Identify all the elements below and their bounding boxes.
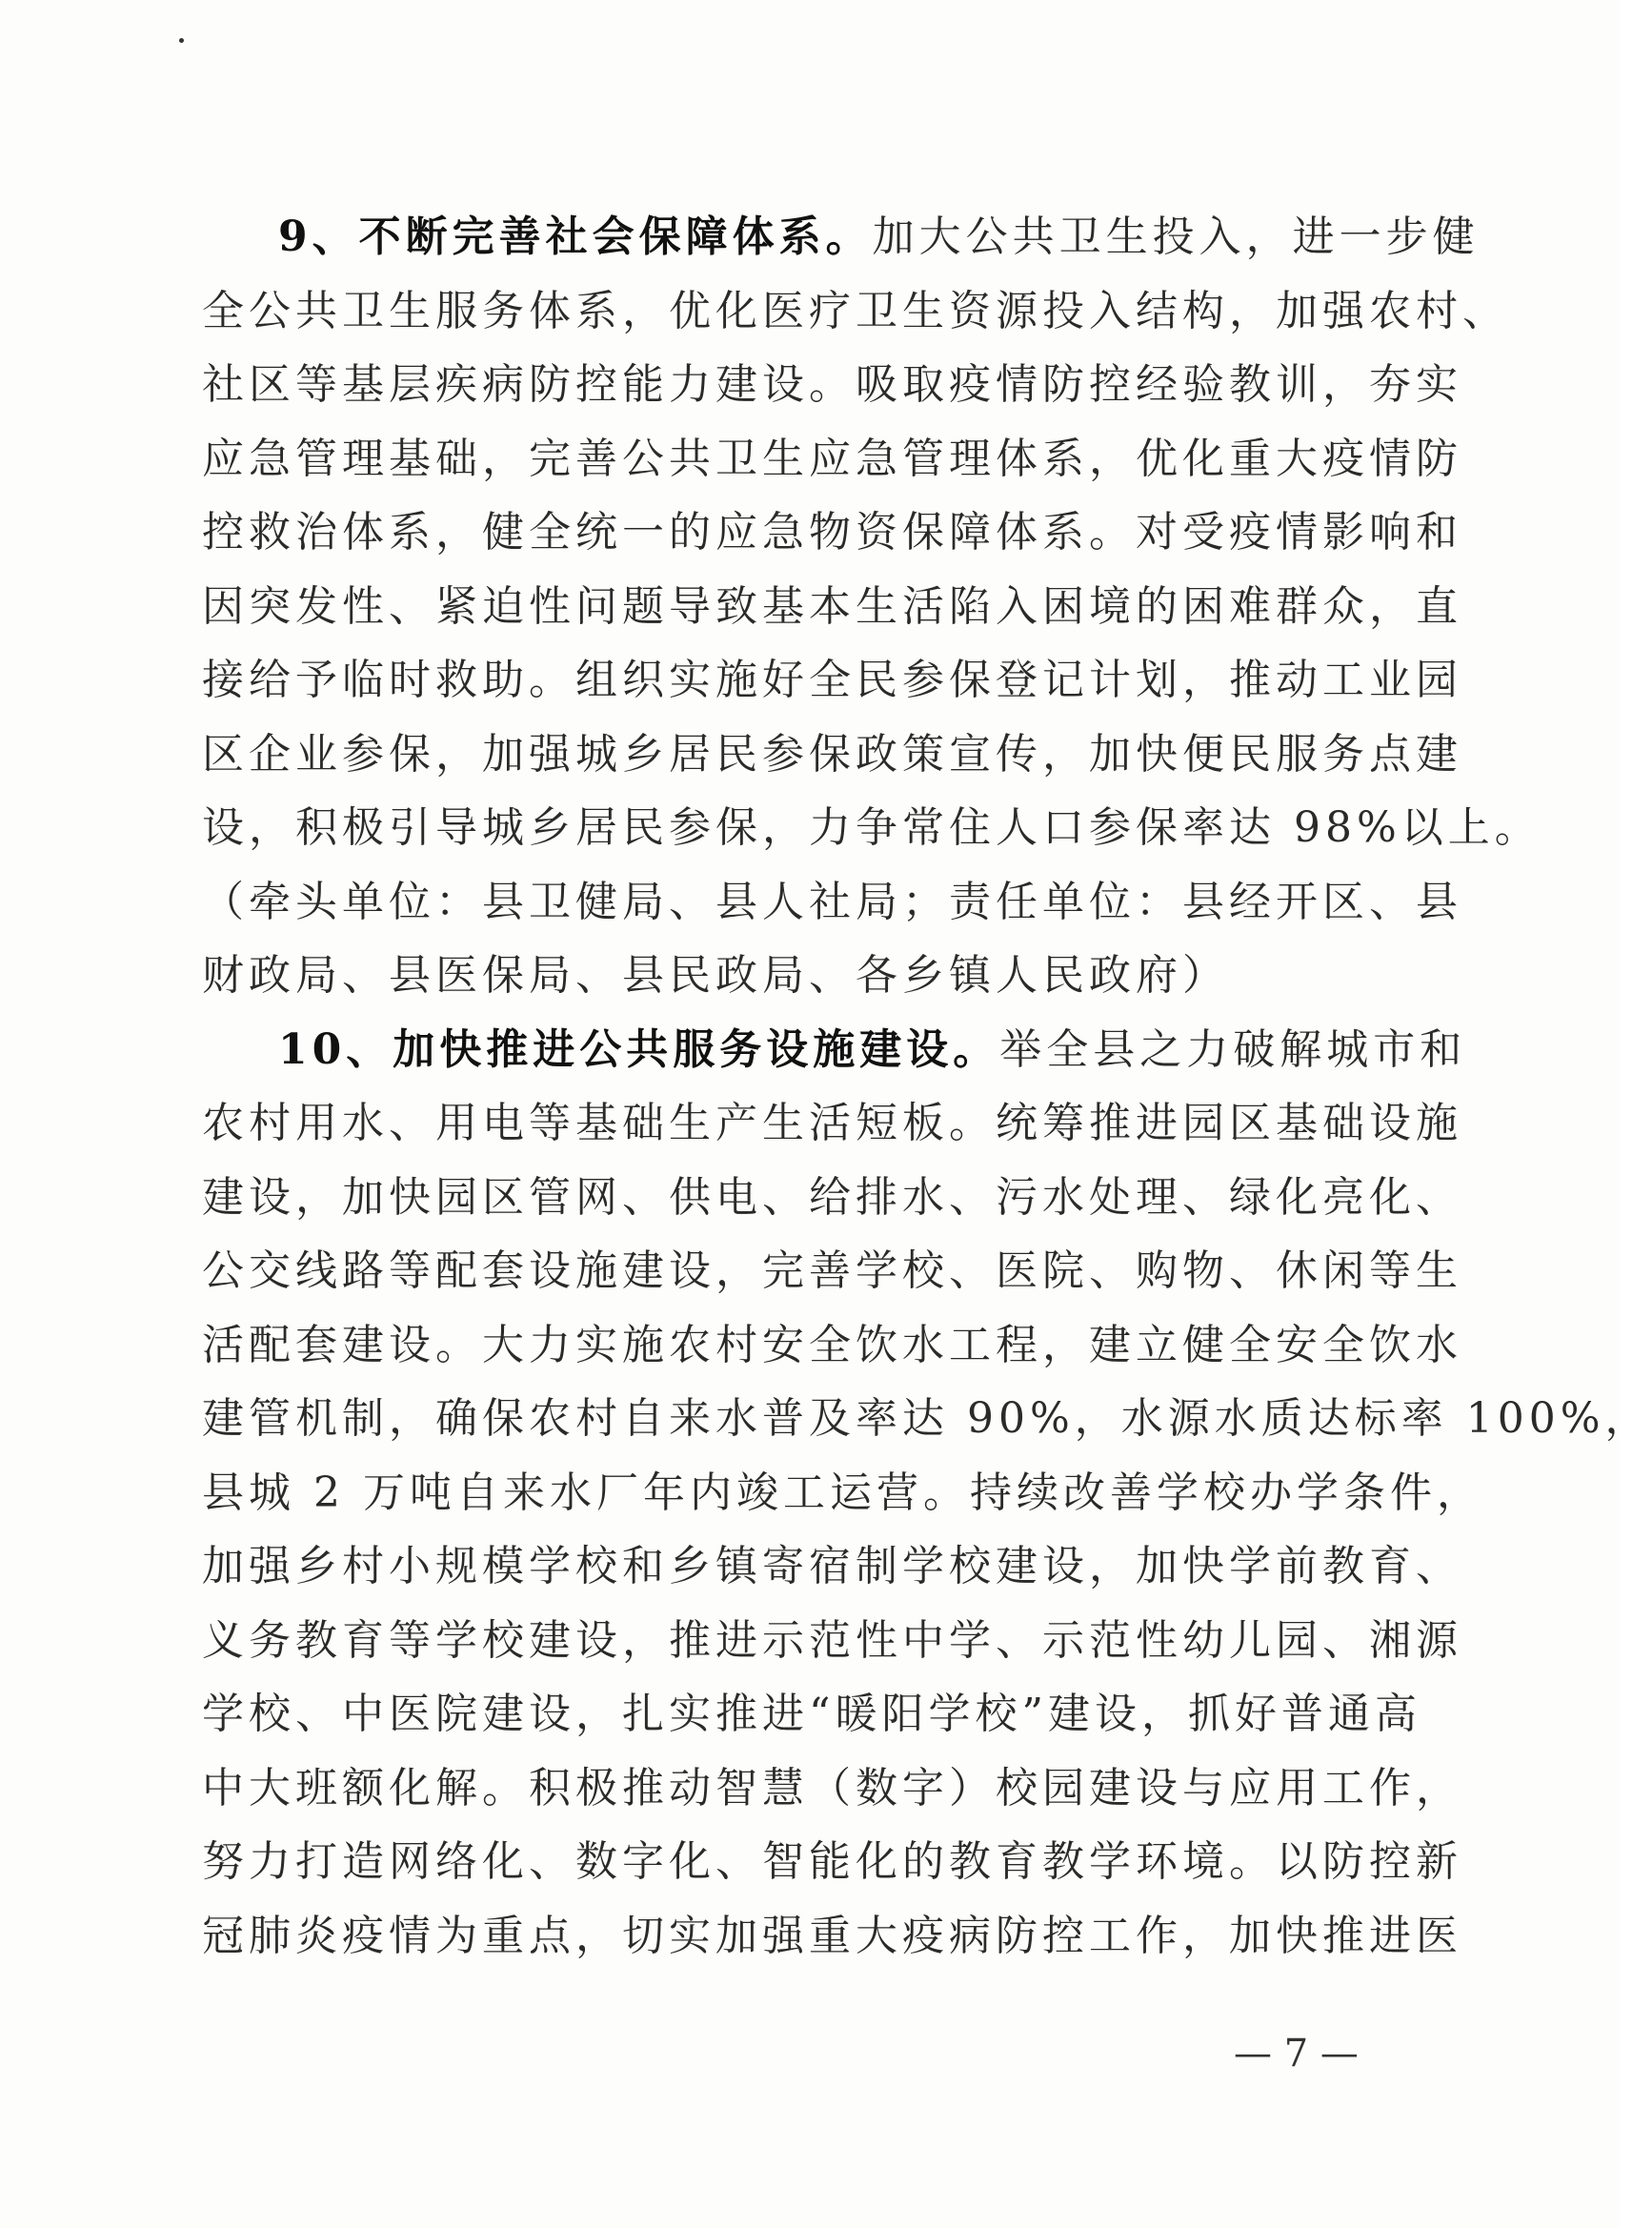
section9-line-3: 应急管理基础，完善公共卫生应急管理体系，优化重大疫情防	[202, 434, 1462, 483]
section9-line-2: 社区等基层疾病防控能力建设。吸取疫情防控经验教训，夯实	[202, 360, 1462, 409]
section10-line-3: 公交线路等配套设施建设，完善学校、医院、购物、休闲等生	[202, 1246, 1462, 1295]
section9-line-10: 财政局、县医保局、县民政局、各乡镇人民政府）	[202, 951, 1229, 1000]
page-number: — 7 —	[1234, 2032, 1359, 2076]
section9-first-line	[202, 200, 1480, 274]
section9-line-9: （牵头单位：县卫健局、县人社局；责任单位：县经开区、县	[202, 877, 1462, 926]
section10-line-2: 建设，加快园区管网、供电、给排水、污水处理、绿化亮化、	[202, 1172, 1462, 1222]
section9-line-7: 区企业参保，加强城乡居民参保政策宣传，加快便民服务点建	[202, 729, 1462, 779]
section9-line-0: 加大公共卫生投入，进一步健	[872, 213, 1480, 261]
section10-line-7: 加强乡村小规模学校和乡镇寄宿制学校建设，加快学前教育、	[202, 1542, 1462, 1590]
section9-line-1: 全公共卫生服务体系，优化医疗卫生资源投入结构，加强农村、	[202, 286, 1509, 335]
section10-line-1: 农村用水、用电等基础生产生活短板。统筹推进园区基础设施	[202, 1099, 1462, 1147]
section10-line-11: 努力打造网络化、数字化、智能化的教育教学环境。以防控新	[202, 1837, 1462, 1886]
section10-heading: 10、加快推进公共服务设施建设。	[278, 1024, 1000, 1074]
section10-line-9: 学校、中医院建设，扎实推进“暖阳学校”建设，抓好普通高	[202, 1690, 1421, 1738]
section9-line-6: 接给予临时救助。组织实施好全民参保登记计划，推动工业园	[202, 656, 1462, 704]
section9-line-5: 因突发性、紧迫性问题导致基本生活陷入困境的困难群众，直	[202, 581, 1462, 631]
section10-first-line	[202, 1013, 1467, 1087]
scan-speck	[179, 38, 184, 43]
section10-line-12: 冠肺炎疫情为重点，切实加强重大疫病防控工作，加快推进医	[202, 1911, 1462, 1960]
section9-line-8: 设，积极引导城乡居民参保，力争常住人口参保率达 98%以上。	[202, 803, 1541, 852]
section10-line-5: 建管机制，确保农村自来水普及率达 90%，水源水质达标率 100%，	[202, 1394, 1652, 1443]
section10-line-4: 活配套建设。大力实施农村安全饮水工程，建立健全安全饮水	[202, 1320, 1462, 1369]
section9-line-4: 控救治体系，健全统一的应急物资保障体系。对受疫情影响和	[202, 508, 1462, 557]
section9-heading: 9、不断完善社会保障体系。	[278, 213, 873, 261]
section10-line-10: 中大班额化解。积极推动智慧（数字）校园建设与应用工作，	[202, 1763, 1462, 1813]
section10-line-6: 县城 2 万吨自来水厂年内竣工运营。持续改善学校办学条件，	[202, 1468, 1483, 1517]
section10-line-0: 举全县之力破解城市和	[999, 1024, 1467, 1074]
section10-line-8: 义务教育等学校建设，推进示范性中学、示范性幼儿园、湘源	[202, 1615, 1462, 1665]
body-text	[202, 200, 1652, 1973]
